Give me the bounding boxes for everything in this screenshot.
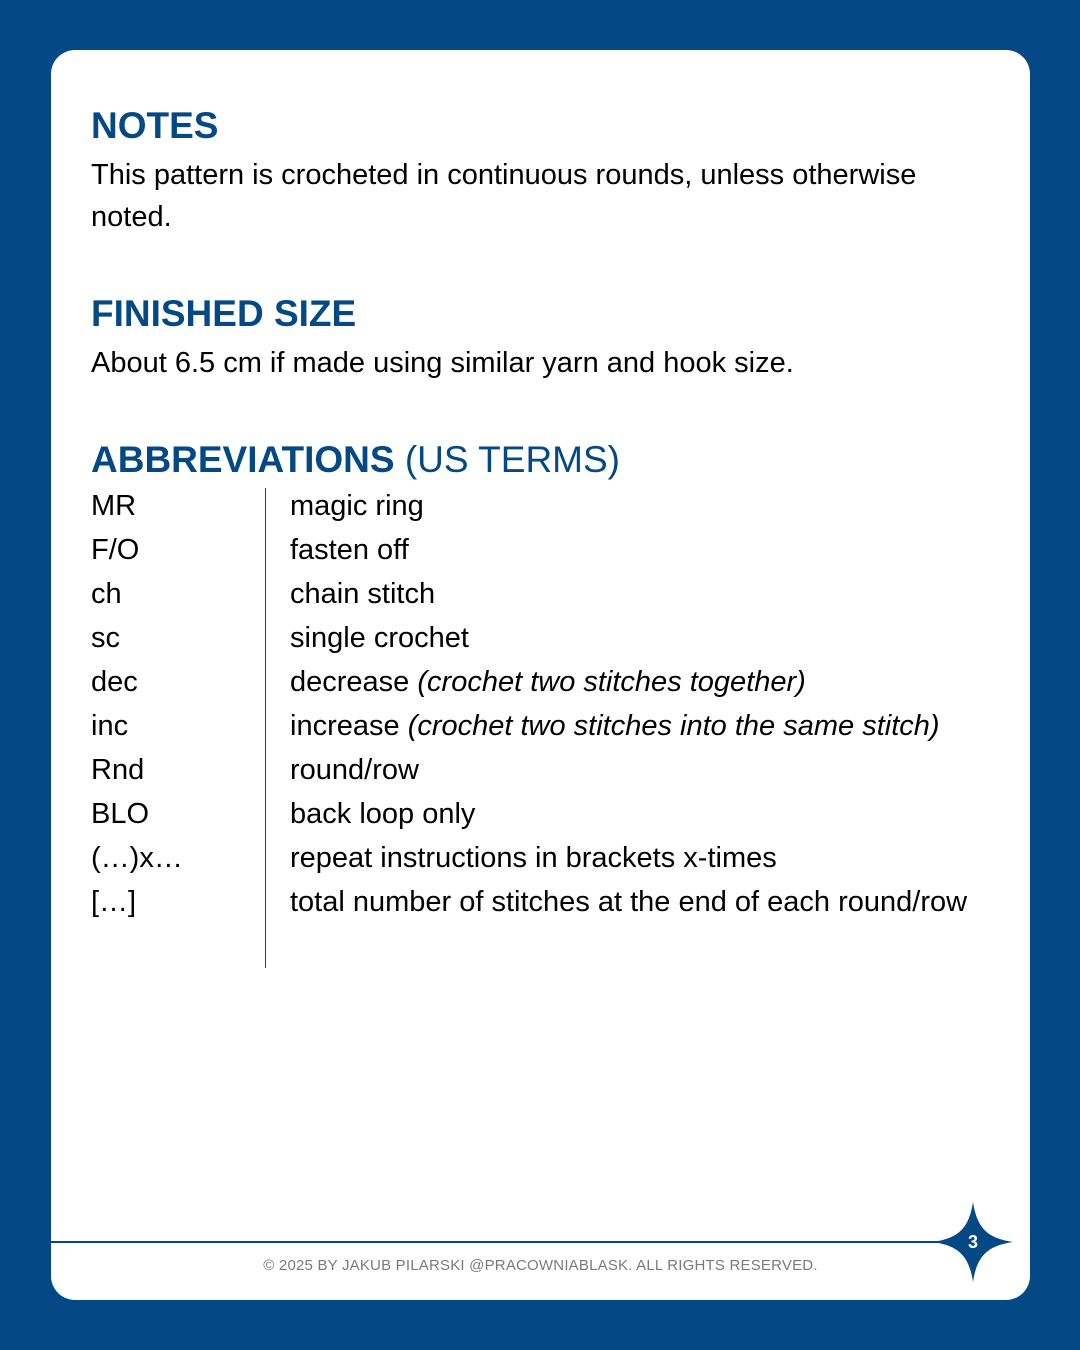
abbreviation-row <box>91 660 996 704</box>
definition-text: chain stitch <box>290 578 436 610</box>
abbreviation-definition <box>290 705 996 747</box>
finished-size-heading: FINISHED SIZE <box>91 293 357 334</box>
abbreviation-definition <box>290 661 996 703</box>
definition-text: fasten off <box>290 534 409 566</box>
page-number: 3 <box>967 1232 978 1252</box>
abbreviation-row <box>91 748 996 792</box>
finished-size-text: About 6.5 cm if made using similar yarn and hook size. <box>91 347 794 379</box>
page-card <box>51 50 1030 1300</box>
definition-text: back loop only <box>290 798 476 830</box>
abbreviation-row <box>91 572 996 616</box>
definition-text: round/row <box>290 754 419 786</box>
abbreviation-term: (…)x… <box>91 842 183 874</box>
definition-text: increase <box>290 710 400 742</box>
abbreviation-term: F/O <box>91 534 140 566</box>
abbreviations-divider <box>265 488 266 968</box>
abbreviation-definition <box>290 617 996 659</box>
abbreviation-row <box>91 528 996 572</box>
abbreviation-term: […] <box>91 886 137 918</box>
abbreviation-definition <box>290 573 996 615</box>
definition-text: single crochet <box>290 622 469 654</box>
abbreviation-definition <box>290 529 996 571</box>
abbreviation-term: dec <box>91 666 138 698</box>
copyright-notice: © 2025 BY JAKUB PILARSKI @PRACOWNIABLASK. ALL RIGHTS RESERVED. <box>263 1257 818 1274</box>
abbreviation-definition <box>290 881 996 923</box>
definition-note: (crochet two stitches together) <box>417 666 806 698</box>
abbreviations-title: ABBREVIATIONS <box>91 439 395 480</box>
abbreviation-term: MR <box>91 490 137 522</box>
abbreviation-definition <box>290 485 996 527</box>
abbreviation-row <box>91 704 996 748</box>
abbreviation-definition <box>290 749 996 791</box>
notes-text: This pattern is crocheted in continuous rounds, unless otherwise noted. <box>91 159 917 233</box>
abbreviation-term: Rnd <box>91 754 145 786</box>
abbreviation-term: ch <box>91 578 122 610</box>
abbreviations-heading <box>91 438 620 482</box>
notes-heading: NOTES <box>91 105 219 146</box>
abbreviation-definition <box>290 837 996 879</box>
abbreviations-terms-note: (US TERMS) <box>404 439 620 480</box>
abbreviation-row <box>91 836 996 880</box>
abbreviation-row <box>91 484 996 528</box>
definition-text: magic ring <box>290 490 424 522</box>
abbreviation-term: inc <box>91 710 129 742</box>
abbreviation-term: BLO <box>91 798 150 830</box>
footer-divider <box>51 1241 951 1243</box>
abbreviation-row <box>91 616 996 660</box>
abbreviation-definition <box>290 793 996 835</box>
definition-text: total number of stitches at the end of each round/row <box>290 886 968 918</box>
abbreviation-term: sc <box>91 622 120 654</box>
abbreviation-row <box>91 792 996 836</box>
abbreviations-list <box>91 484 996 924</box>
definition-text: decrease <box>290 666 410 698</box>
definition-text: repeat instructions in brackets x-times <box>290 842 777 874</box>
abbreviation-row <box>91 880 996 924</box>
definition-note: (crochet two stitches into the same stitch) <box>407 710 940 742</box>
